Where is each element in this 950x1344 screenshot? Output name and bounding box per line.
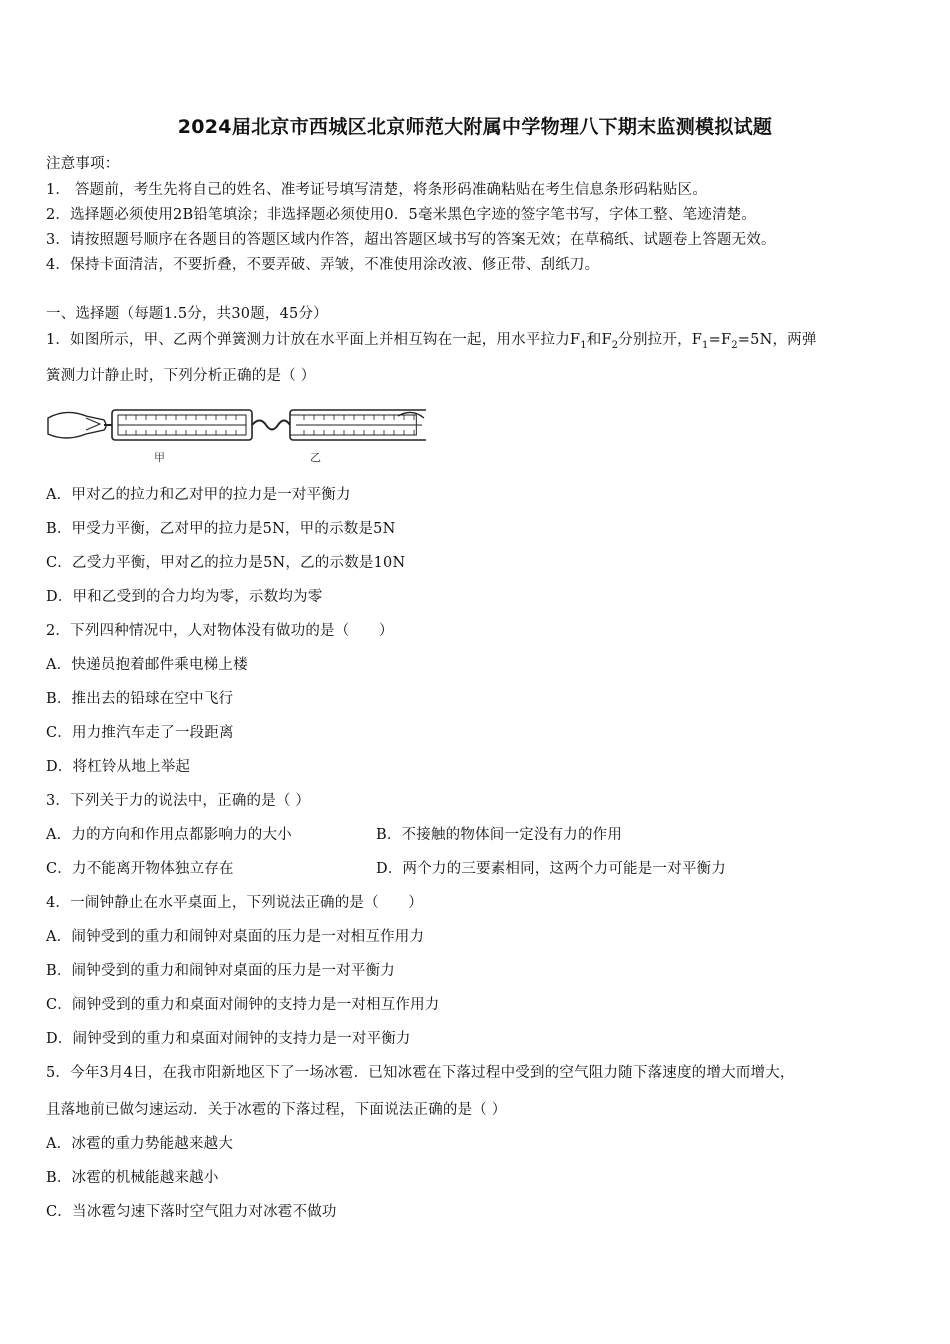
notice-heading: 注意事项： (46, 156, 120, 172)
q3-option-c: C．力不能离开物体独立存在 (46, 861, 234, 877)
question-4-stem: 4．一闹钟静止在水平桌面上，下列说法正确的是（ ） (46, 895, 423, 911)
q5-option-a: A．冰雹的重力势能越来越大 (46, 1136, 234, 1152)
q4-option-d: D．闹钟受到的重力和桌面对闹钟的支持力是一对平衡力 (46, 1031, 411, 1047)
q4-option-c: C．闹钟受到的重力和桌面对闹钟的支持力是一对相互作用力 (46, 997, 440, 1013)
q1-option-c: C．乙受力平衡，甲对乙的拉力是5N，乙的示数是10N (46, 555, 406, 571)
notice-item: 4．保持卡面清洁，不要折叠，不要弄破、弄皱，不准使用涂改液、修正带、刮纸刀。 (46, 257, 600, 273)
q4-option-b: B．闹钟受到的重力和闹钟对桌面的压力是一对平衡力 (46, 963, 395, 979)
q2-option-d: D．将杠铃从地上举起 (46, 759, 191, 775)
question-2-stem: 2．下列四种情况中，人对物体没有做功的是（ ） (46, 623, 394, 639)
q3-option-b: B．不接触的物体间一定没有力的作用 (376, 827, 623, 843)
q1-option-a: A．甲对乙的拉力和乙对甲的拉力是一对平衡力 (46, 487, 351, 503)
page-title: 2024届北京市西城区北京师范大附属中学物理八下期末监测模拟试题 (177, 116, 773, 138)
spring-scales-figure (46, 398, 426, 466)
q3-option-a: A．力的方向和作用点都影响力的大小 (46, 827, 292, 843)
section-heading: 一、选择题（每题1.5分，共30题，45分） (46, 306, 328, 322)
notice-item: 2．选择题必须使用2B铅笔填涂；非选择题必须使用0．5毫米黑色字迹的签字笔书写，字体工整、笔迹清楚。 (46, 207, 757, 223)
question-5-stem-cont: 且落地前已做匀速运动．关于冰雹的下落过程，下面说法正确的是（ ） (46, 1102, 507, 1118)
q1-option-b: B．甲受力平衡，乙对甲的拉力是5N，甲的示数是5N (46, 521, 396, 537)
q4-option-a: A．闹钟受到的重力和闹钟对桌面的压力是一对相互作用力 (46, 929, 425, 945)
notice-item: 3．请按照题号顺序在各题目的答题区域内作答，超出答题区域书写的答案无效；在草稿纸、试题卷上答题无效。 (46, 232, 776, 248)
notice-item: 1． 答题前，考生先将自己的姓名、准考证号填写清楚，将条形码准确粘贴在考生信息条形码粘贴区。 (46, 182, 708, 198)
q2-option-b: B．推出去的铅球在空中飞行 (46, 691, 234, 707)
q1-option-d: D．甲和乙受到的合力均为零，示数均为零 (46, 589, 323, 605)
question-5-stem: 5．今年3月4日，在我市阳新地区下了一场冰雹．已知冰雹在下落过程中受到的空气阻力随下落速度的增大而增大， (46, 1065, 795, 1081)
q3-row-2 (46, 857, 906, 878)
q2-option-a: A．快递员抱着邮件乘电梯上楼 (46, 657, 248, 673)
fig-label-left: 甲 (154, 451, 165, 464)
fig-label-right: 乙 (310, 451, 321, 464)
question-1-stem-cont: 簧测力计静止时，下列分析正确的是（ ） (46, 368, 316, 384)
q5-option-c: C．当冰雹匀速下落时空气阻力对冰雹不做功 (46, 1204, 337, 1220)
q2-option-c: C．用力推汽车走了一段距离 (46, 725, 234, 741)
q3-row-1 (46, 823, 906, 844)
q5-option-b: B．冰雹的机械能越来越小 (46, 1170, 219, 1186)
question-3-stem: 3．下列关于力的说法中，正确的是（ ） (46, 793, 311, 809)
question-1-stem: 1．如图所示，甲、乙两个弹簧测力计放在水平面上并相互钩在一起，用水平拉力$F_1$和$F_2$分别拉开，$F_1=F_2=5N$，两弹 (46, 332, 817, 351)
q3-option-d: D．两个力的三要素相同，这两个力可能是一对平衡力 (376, 861, 726, 877)
